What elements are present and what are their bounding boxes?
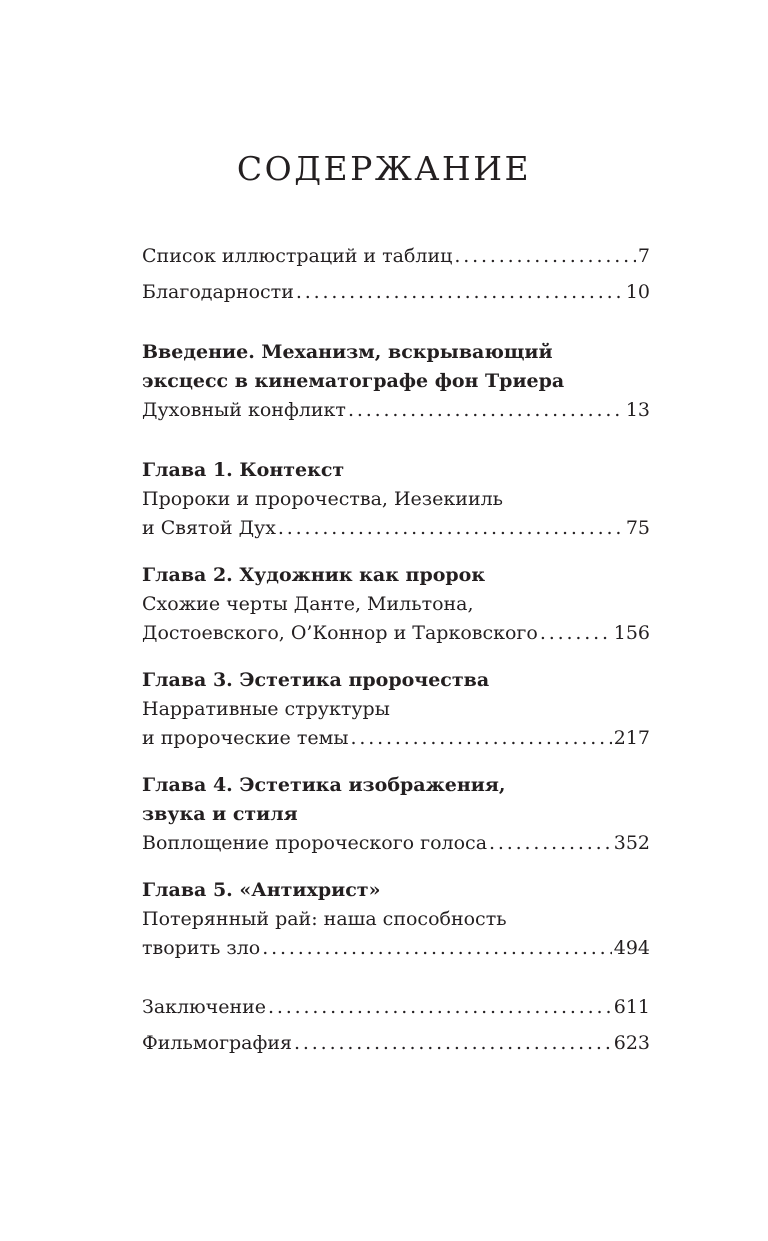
dot-leader bbox=[348, 396, 624, 425]
dot-leader bbox=[268, 993, 612, 1022]
toc-entry-label: Список иллюстраций и таблиц bbox=[142, 245, 453, 267]
toc-entry[interactable] bbox=[142, 724, 650, 753]
toc-page-number: 75 bbox=[625, 517, 650, 539]
toc-entry-label: Достоевского, О’Коннор и Тарковского bbox=[142, 622, 538, 644]
toc-entry-label: и Святой Дух bbox=[142, 517, 276, 539]
section-heading: Введение. Механизм, вскрывающий bbox=[142, 341, 553, 363]
toc-page-number: 156 bbox=[613, 622, 650, 644]
dot-leader bbox=[296, 278, 624, 307]
toc-entry-label: Духовный конфликт bbox=[142, 399, 346, 421]
toc-page-number: 623 bbox=[613, 1032, 650, 1054]
toc-entry-label: Заключение bbox=[142, 996, 267, 1018]
dot-leader bbox=[262, 934, 611, 963]
section-heading: Глава 3. Эстетика пророчества bbox=[142, 669, 490, 691]
toc-page-number: 352 bbox=[613, 832, 650, 854]
dot-leader bbox=[489, 829, 612, 858]
toc-entry-acknowledgements[interactable] bbox=[142, 278, 650, 307]
toc-section-introduction bbox=[142, 338, 650, 425]
table-of-contents bbox=[142, 242, 650, 1058]
toc-section-chapter-2 bbox=[142, 561, 650, 648]
toc-section-chapter-3 bbox=[142, 666, 650, 753]
toc-entry-label: Схожие черты Данте, Мильтона, bbox=[142, 593, 474, 615]
toc-entry[interactable] bbox=[142, 934, 650, 963]
toc-page-number: 13 bbox=[625, 399, 650, 421]
toc-section-chapter-5 bbox=[142, 876, 650, 963]
section-heading: эксцесс в кинематографе фон Триера bbox=[142, 370, 565, 392]
toc-section-chapter-1 bbox=[142, 456, 650, 543]
toc-page-number: 7 bbox=[637, 245, 650, 267]
section-heading: Глава 2. Художник как пророк bbox=[142, 564, 486, 586]
section-heading: Глава 4. Эстетика изображения, bbox=[142, 774, 506, 796]
toc-entry-illustrations[interactable] bbox=[142, 242, 650, 271]
toc-page-number: 10 bbox=[625, 281, 650, 303]
toc-entry-label: Воплощение пророческого голоса bbox=[142, 832, 488, 854]
dot-leader bbox=[278, 514, 624, 543]
toc-entry[interactable] bbox=[142, 396, 650, 425]
dot-leader bbox=[540, 619, 612, 648]
toc-entry[interactable] bbox=[142, 514, 650, 543]
section-heading: Глава 1. Контекст bbox=[142, 459, 345, 481]
dot-leader bbox=[294, 1029, 612, 1058]
toc-entry-filmography[interactable] bbox=[142, 1029, 650, 1058]
toc-entry-label: и пророческие темы bbox=[142, 727, 349, 749]
toc-page-number: 611 bbox=[613, 996, 650, 1018]
toc-entry-label: Нарративные структуры bbox=[142, 698, 390, 720]
section-heading: Глава 5. «Антихрист» bbox=[142, 879, 381, 901]
toc-section-chapter-4 bbox=[142, 771, 650, 858]
toc-page-number: 494 bbox=[613, 937, 650, 959]
toc-entry-label: Потерянный рай: наша способность bbox=[142, 908, 507, 930]
toc-entry-conclusion[interactable] bbox=[142, 993, 650, 1022]
page-title: СОДЕРЖАНИЕ bbox=[236, 149, 532, 188]
toc-entry-label: творить зло bbox=[142, 937, 261, 959]
toc-entry-label: Благодарности bbox=[142, 281, 294, 303]
toc-entry[interactable] bbox=[142, 829, 650, 858]
toc-page-number: 217 bbox=[613, 727, 650, 749]
dot-leader bbox=[454, 242, 636, 271]
section-heading: звука и стиля bbox=[142, 803, 298, 825]
dot-leader bbox=[351, 724, 612, 753]
toc-entry-label: Пророки и пророчества, Иезекииль bbox=[142, 488, 504, 510]
toc-entry[interactable] bbox=[142, 619, 650, 648]
toc-entry-label: Фильмография bbox=[142, 1032, 293, 1054]
